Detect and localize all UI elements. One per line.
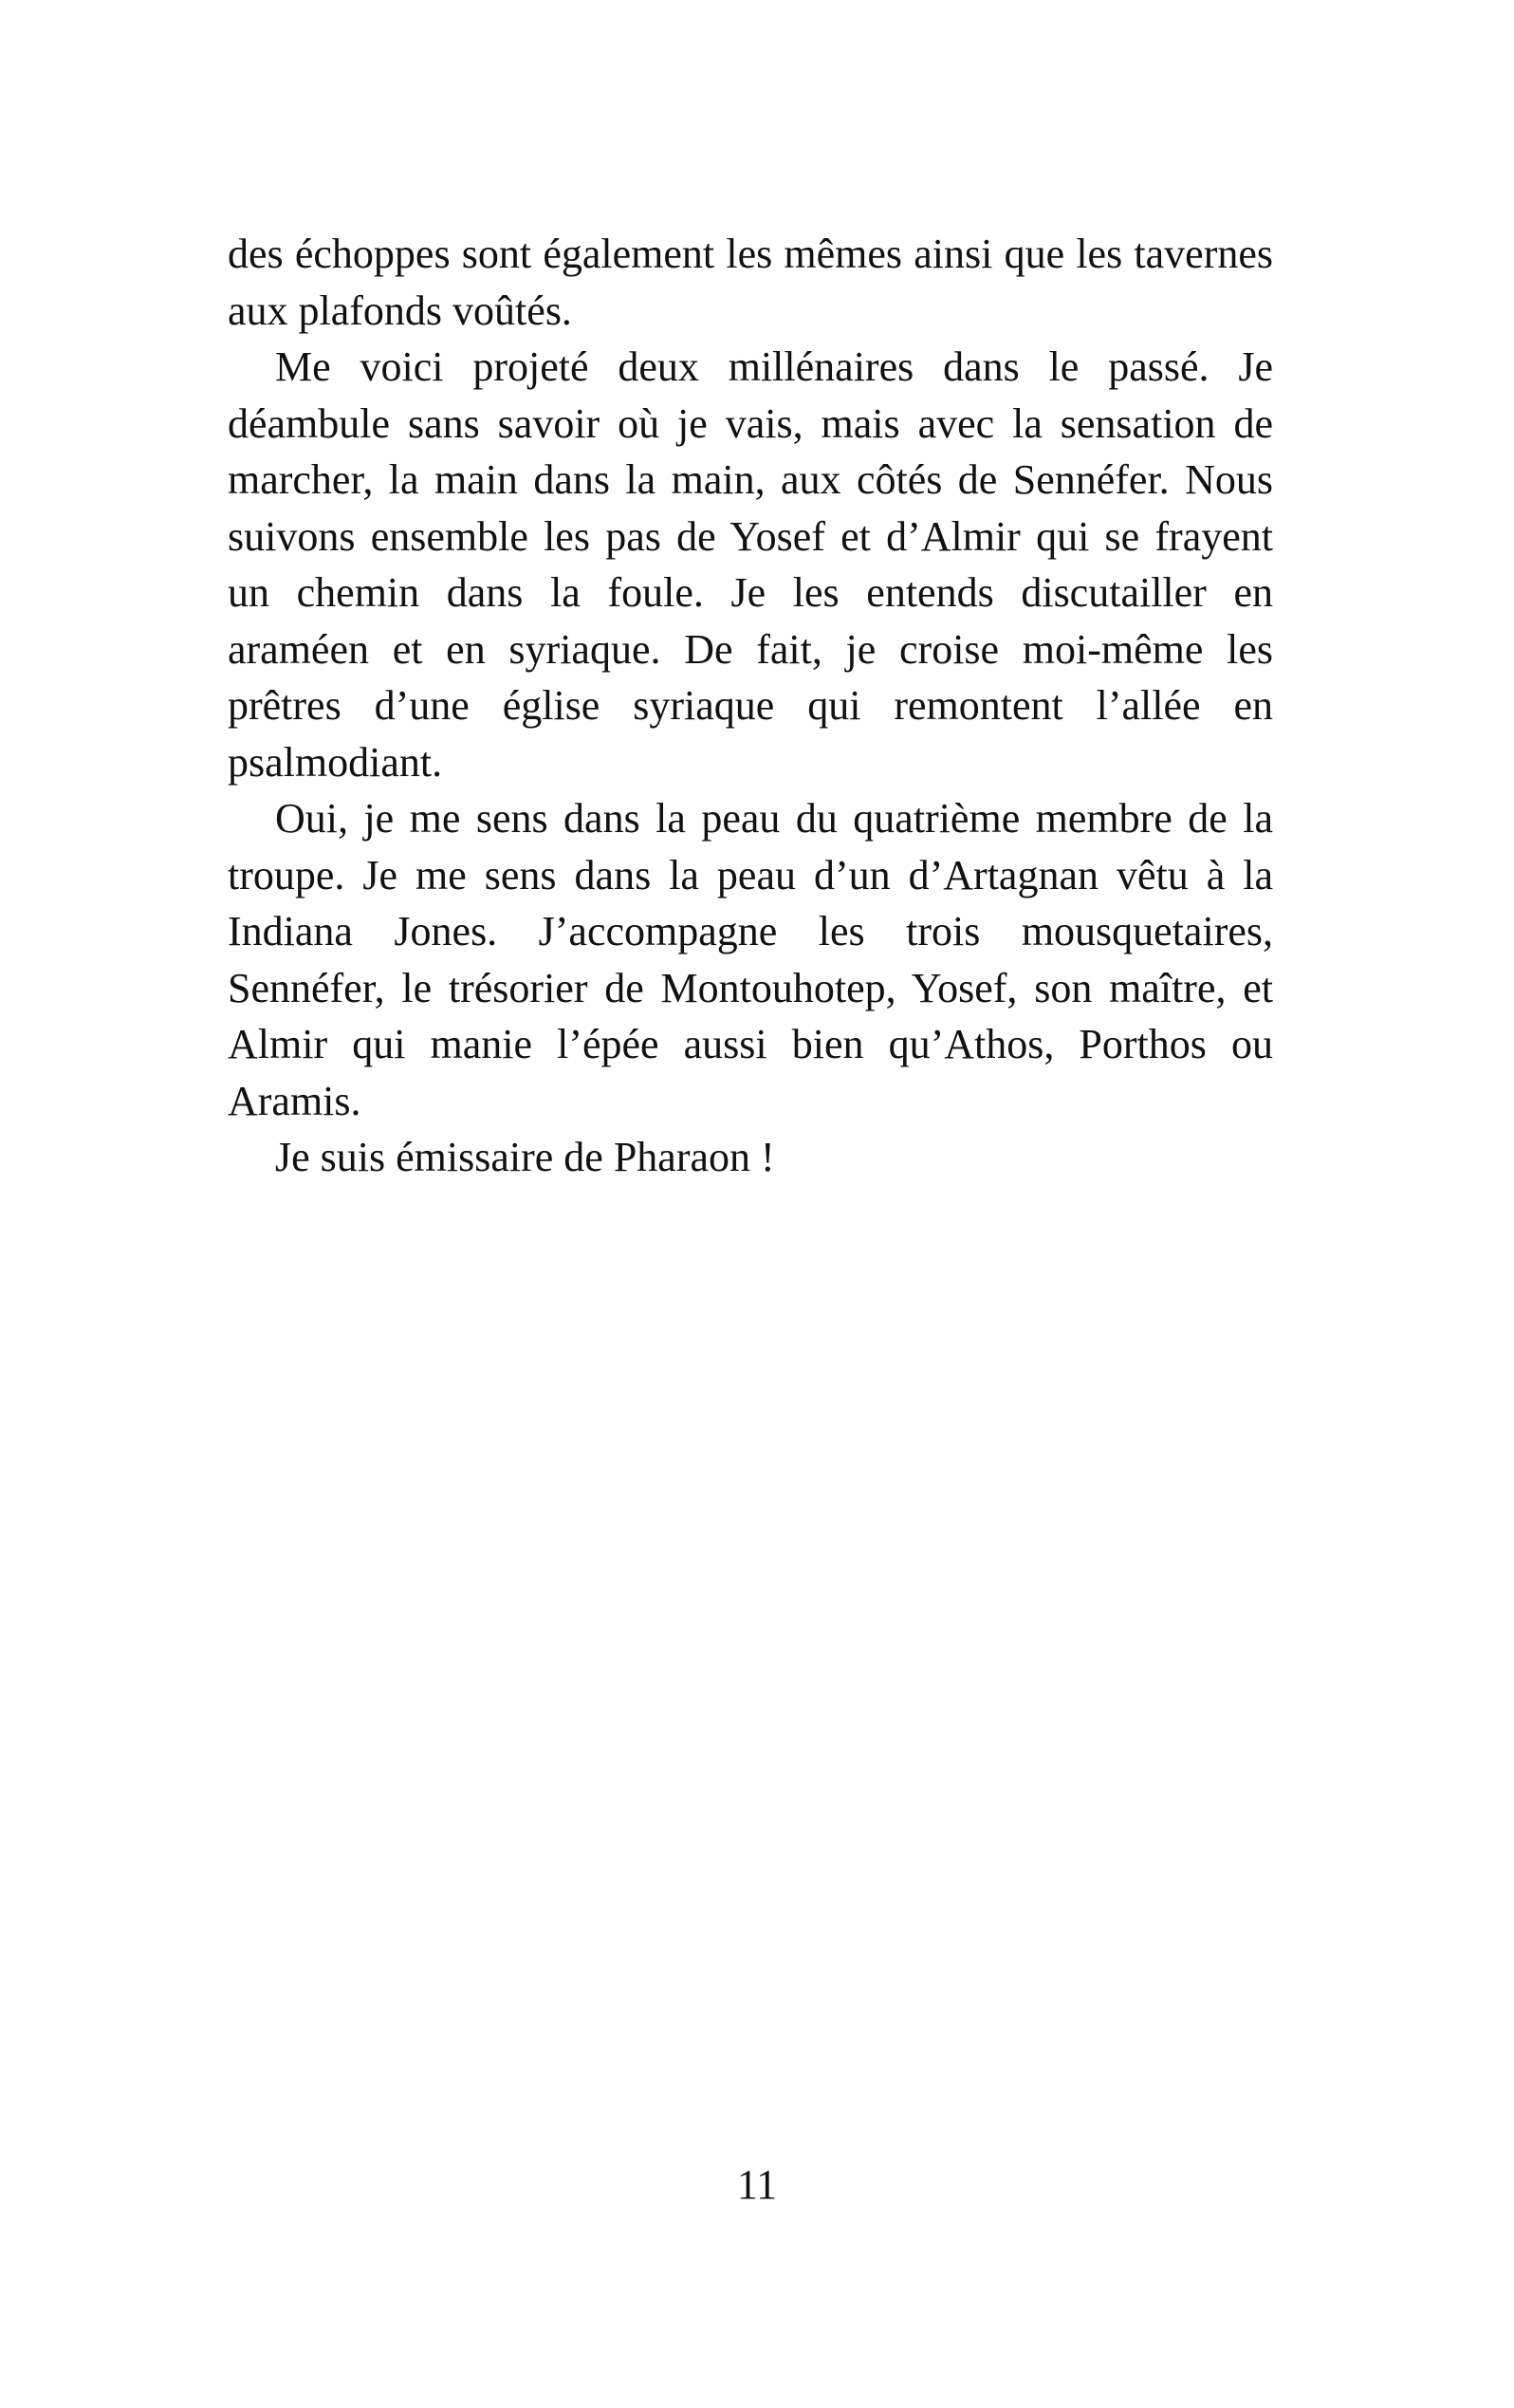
paragraph: Oui, je me sens dans la peau du quatrième membre de la troupe. Je me sens dans la peau d’un d’Artagnan vêtu à la Indiana Jones. J’accompagne les trois mousquetaires, Sennéfer, le trésorier de Montouhotep, Yosef, son maître, et Almir qui manie l’épée aussi bien qu’Athos, Porthos ou Aramis. [228, 795, 1273, 1124]
body-text [228, 226, 1273, 1186]
paragraph-continuation: des échoppes sont également les mêmes ainsi que les tavernes aux plafonds voûtés. [228, 231, 1273, 334]
paragraph-final: Je suis émissaire de Pharaon ! [275, 1134, 775, 1180]
paragraph: Me voici projeté deux millénaires dans le passé. Je déambule sans savoir où je vais, mais avec la sensation de marcher, la main dans la main, aux côtés de Sennéfer. Nous suivons ensemble les pas de Yosef et d’Almir qui se frayent un chemin dans la foule. Je les entends discutailler en araméen et en syriaque. De fait, je croise moi-même les prêtres d’une église syriaque qui remontent l’allée en psalmodiant. [228, 343, 1273, 786]
page-number: 11 [736, 2161, 778, 2208]
